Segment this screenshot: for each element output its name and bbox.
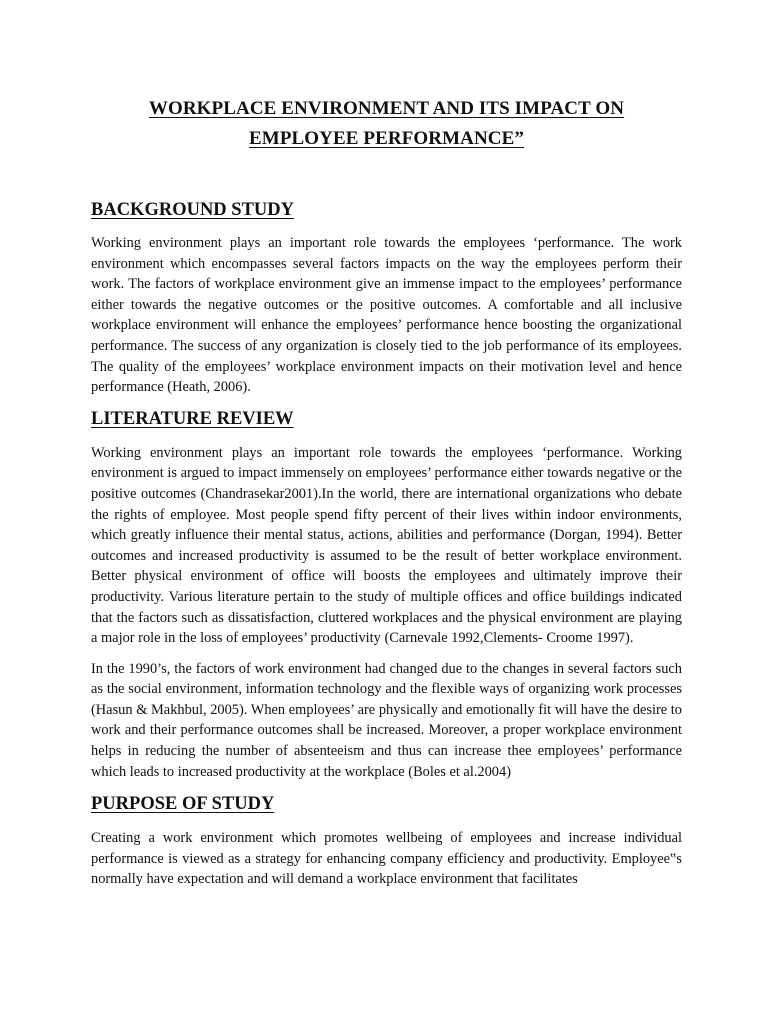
document-title — [91, 0, 682, 154]
literature-review-paragraph-1: Working environment plays an important role towards the employees ‘performance. Working environment is argued to impact immensely on employees’ performance either towards negative or the positive outcomes (Chandrasekar2001).In the world, there are international organizations who debate the rights of employee. Most people spend fifty percent of their lives within indoor environments, which greatly influence their mental status, actions, abilities and performance (Dorgan, 1994). Better outcomes and increased productivity is assumed to be the result of better workplace environment. Better physical environment of office will boosts the employees and ultimately improve their productivity. Various literature pertain to the study of multiple offices and office buildings indicated that the factors such as dissatisfaction, cluttered workplaces and the physical environment are playing a major role in the loss of employees’ productivity (Carnevale 1992,Clements- Croome 1997). — [91, 444, 682, 647]
purpose-of-study-heading: PURPOSE OF STUDY — [91, 794, 275, 815]
title-line-2: EMPLOYEE PERFORMANCE” — [249, 128, 524, 149]
literature-review-paragraph-2: In the 1990’s, the factors of work environment had changed due to the changes in several factors such as the social environment, information technology and the flexible ways of organizing work processes (Hasun & Makhbul, 2005). When employees’ are physically and emotionally fit will have the desire to work and their performance outcomes shall be increased. Moreover, a proper workplace environment helps in reducing the number of absenteeism and thus can increase thee employees’ performance which leads to increased productivity at the workplace (Boles et al.2004) — [91, 660, 682, 780]
background-study-heading: BACKGROUND STUDY — [91, 200, 295, 220]
title-line-1: WORKPLACE ENVIRONMENT AND ITS IMPACT ON — [148, 98, 625, 119]
purpose-of-study-paragraph: Creating a work environment which promotes wellbeing of employees and increase individual performance is viewed as a strategy for enhancing company efficiency and productivity. Employee‟s normally have expectation and will demand a workplace environment that facilitates — [91, 830, 682, 888]
background-study-paragraph: Working environment plays an important role towards the employees ‘performance. The work environment which encompasses several factors impacts on the way the employees perform their work. The factors of workplace environment give an immense impact to the employees’ performance either towards the negative outcomes or the positive outcomes. A comfortable and all inclusive workplace environment will enhance the employees’ performance hence boosting the organizational performance. The success of any organization is closely tied to the job performance of its employees. The quality of the employees’ workplace environment impacts on their motivation level and hence performance (Heath, 2006). — [91, 235, 682, 396]
literature-review-heading: LITERATURE REVIEW — [91, 408, 294, 429]
